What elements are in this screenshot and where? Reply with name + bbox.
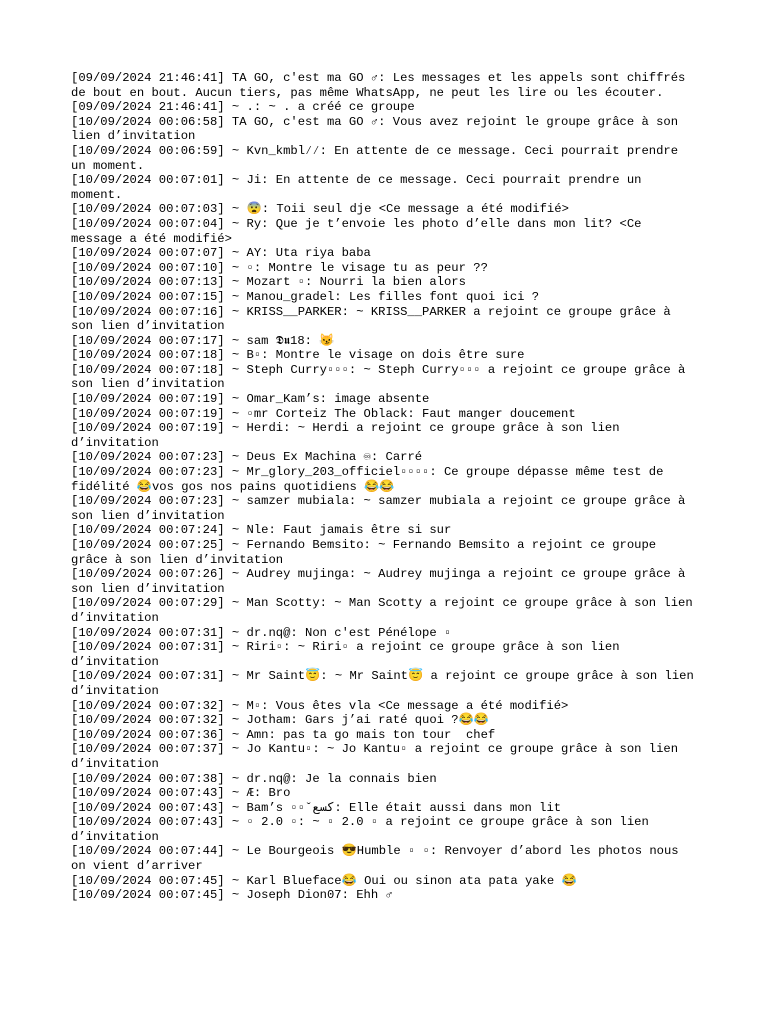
chat-message-line: [10/09/2024 00:07:23] ~ Deus Ex Machina ♾: Carré [71,450,423,465]
chat-message-line: [10/09/2024 00:07:17] ~ sam 𝕯𝖚18: 😼 [71,333,335,348]
chat-message-line: [10/09/2024 00:06:59] ~ Kvn_kmbl⁄⁄: En attente de ce message. Ceci pourrait prendre un moment. [71,143,686,173]
chat-message-line: [10/09/2024 00:07:31] ~ Mr Saint😇: ~ Mr Saint😇 a rejoint ce groupe grâce à son lien d’invitation [71,669,702,698]
chat-message-line: [10/09/2024 00:07:03] ~ 😨: Toii seul dje <Ce message a été modifié> [71,202,569,217]
chat-message-line: [10/09/2024 00:07:19] ~ ▫mr Corteiz The Oblack: Faut manger doucement [71,406,576,421]
chat-message-line: [10/09/2024 00:07:24] ~ Nle: Faut jamais être si sur [71,523,452,538]
chat-message-line: [10/09/2024 00:07:26] ~ Audrey mujinga: ~ Audrey mujinga a rejoint ce groupe grâce à son lien d’invitation [71,567,693,596]
chat-message-line: [10/09/2024 00:07:18] ~ B▫: Montre le visage on dois être sure [71,348,525,363]
chat-message-line: [10/09/2024 00:07:43] ~ Æ: Bro [71,786,291,801]
chat-message-line: [09/09/2024 21:46:41] ~ .: ~ . a créé ce groupe [71,100,415,115]
chat-message-line: [10/09/2024 00:07:23] ~ samzer mubiala: ~ samzer mubiala a rejoint ce groupe grâce à son lien d’invitation [71,494,693,523]
chat-message-line: [10/09/2024 00:07:19] ~ Herdi: ~ Herdi a rejoint ce groupe grâce à son lien d’invitation [71,421,627,450]
chat-message-line: [10/09/2024 00:07:07] ~ AY: Uta riya baba [71,246,371,261]
chat-message-line: [10/09/2024 00:07:38] ~ dr.nq@: Je la connais bien [71,771,437,786]
chat-message-line: [10/09/2024 00:07:43] ~ ▫ 2.0 ▫: ~ ▫ 2.0 ▫ a rejoint ce groupe grâce à son lien d’invitation [71,815,657,844]
chat-transcript [71,71,702,903]
chat-message-line: [10/09/2024 00:07:43] ~ Bam’s ▫▫ˇكسع: Elle était aussi dans mon lit [71,800,562,815]
chat-message-line: [10/09/2024 00:06:58] TA GO, c'est ma GO ♂: Vous avez rejoint le groupe grâce à son lien d’invitation [71,114,686,144]
chat-message-line: [10/09/2024 00:07:32] ~ M▫: Vous êtes vla <Ce message a été modifié> [71,698,569,713]
chat-message-line: [10/09/2024 00:07:25] ~ Fernando Bemsito: ~ Fernando Bemsito a rejoint ce groupe grâce à son lien d’invitation [71,538,664,567]
chat-message-line: [10/09/2024 00:07:44] ~ Le Bourgeois 😎Humble ▫ ▫: Renvoyer d’abord les photos nous on vient d’arriver [71,844,686,874]
chat-message-line: [10/09/2024 00:07:10] ~ ▫: Montre le visage tu as peur ?? [71,260,488,275]
chat-message-line: [10/09/2024 00:07:45] ~ Joseph Dion07: Ehh ♂ [71,888,393,903]
chat-message-line: [10/09/2024 00:07:23] ~ Mr_glory_203_officiel▫▫▫▫: Ce groupe dépasse même test de fidélité 😂vos gos nos pains quotidiens 😂😂 [71,465,671,494]
chat-message-line: [10/09/2024 00:07:13] ~ Mozart ▫: Nourri la bien alors [71,275,466,290]
chat-message-line: [10/09/2024 00:07:04] ~ Ry: Que je t’envoie les photo d’elle dans mon lit? <Ce message a été modifié> [71,216,649,246]
chat-message-line: [10/09/2024 00:07:45] ~ Karl Blueface😂 Oui ou sinon ata pata yake 😂 [71,873,577,888]
chat-message-line: [10/09/2024 00:07:16] ~ KRISS__PARKER: ~ KRISS__PARKER a rejoint ce groupe grâce à son lien d’invitation [71,304,679,334]
chat-message-line: [10/09/2024 00:07:31] ~ Riri▫: ~ Riri▫ a rejoint ce groupe grâce à son lien d’invitation [71,640,627,669]
chat-message-line: [10/09/2024 00:07:18] ~ Steph Curry▫▫▫: ~ Steph Curry▫▫▫ a rejoint ce groupe grâce à son lien d’invitation [71,362,693,392]
chat-message-line: [10/09/2024 00:07:01] ~ Ji: En attente de ce message. Ceci pourrait prendre un moment. [71,173,649,202]
chat-message-line: [09/09/2024 21:46:41] TA GO, c'est ma GO ♂: Les messages et les appels sont chiffrés de bout en bout. Aucun tiers, pas même WhatsApp, ne peut les lire ou les écouter. [71,71,693,100]
chat-message-line: [10/09/2024 00:07:36] ~ Amn: pas ta go mais ton tour chef [71,727,496,742]
chat-message-line: [10/09/2024 00:07:31] ~ dr.nq@: Non c'est Pénélope ▫ [71,625,452,640]
chat-message-line: [10/09/2024 00:07:29] ~ Man Scotty: ~ Man Scotty a rejoint ce groupe grâce à son lien d’invitation [71,596,700,625]
chat-message-line: [10/09/2024 00:07:32] ~ Jotham: Gars j’ai raté quoi ?😂😂 [71,713,489,728]
chat-message-line: [10/09/2024 00:07:37] ~ Jo Kantu▫: ~ Jo Kantu▫ a rejoint ce groupe grâce à son lien d’invitation [71,742,686,771]
chat-message-line: [10/09/2024 00:07:19] ~ Omar_Kam’s: image absente [71,392,430,407]
chat-message-line: [10/09/2024 00:07:15] ~ Manou_gradel: Les filles font quoi ici ? [71,289,540,304]
